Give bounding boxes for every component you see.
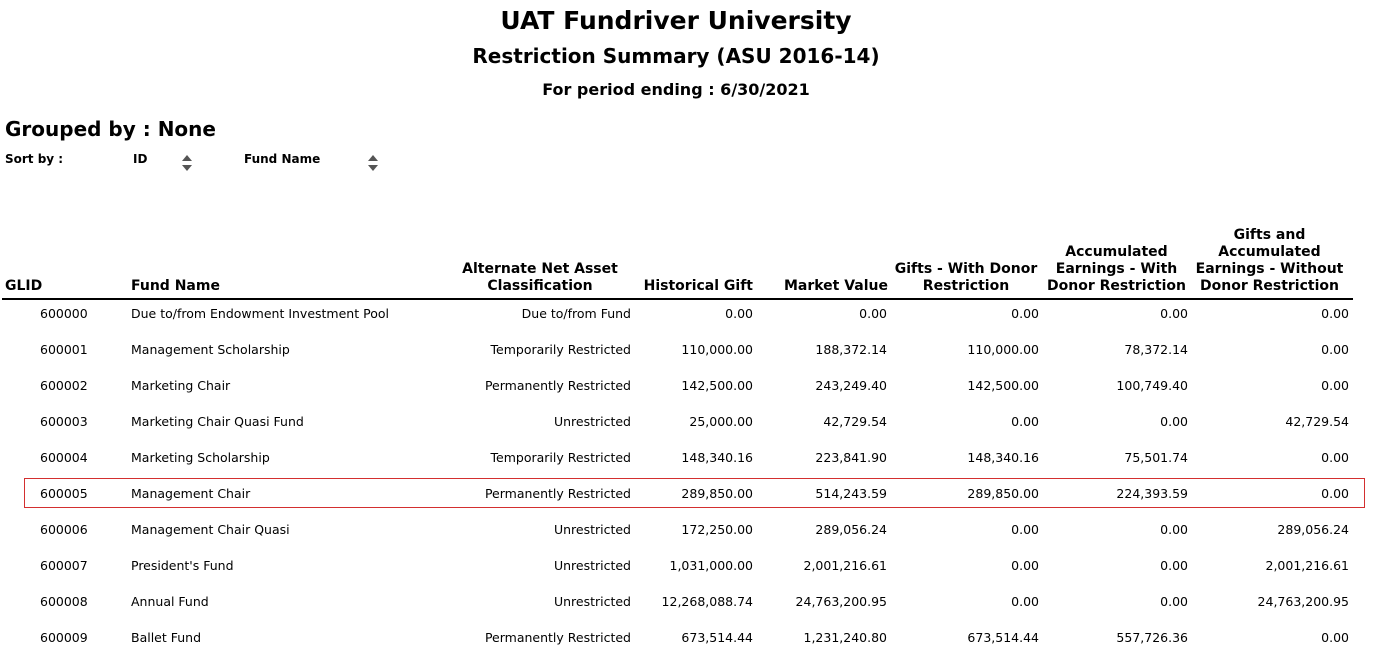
table-row[interactable] [0, 553, 1387, 589]
grouped-by-label: Grouped by : None [5, 117, 216, 141]
table-row[interactable] [0, 589, 1387, 625]
cell-accum-with: 0.00 [1160, 558, 1188, 573]
cell-market-value: 243,249.40 [815, 378, 887, 393]
cell-fund-name: Annual Fund [131, 594, 209, 609]
cell-accum-with: 0.00 [1160, 306, 1188, 321]
cell-glid: 600001 [40, 342, 88, 357]
column-header-line: Earnings - Without [1195, 261, 1344, 277]
cell-fund-name: Marketing Chair [131, 378, 231, 393]
report-period: For period ending : 6/30/2021 [542, 80, 810, 99]
column-header-fund-name [131, 278, 331, 295]
cell-glid: 600003 [40, 414, 88, 429]
cell-fund-name: Management Chair [131, 486, 251, 501]
cell-fund-name: Marketing Scholarship [131, 450, 270, 465]
cell-gifts-without: 0.00 [1321, 486, 1349, 501]
column-header-line: Restriction [922, 278, 1010, 294]
cell-market-value: 188,372.14 [815, 342, 887, 357]
cell-historical-gift: 0.00 [725, 306, 753, 321]
table-row[interactable] [0, 301, 1387, 337]
cell-gifts-without: 0.00 [1321, 450, 1349, 465]
column-header-line: Donor Restriction [1200, 278, 1339, 294]
cell-fund-name: Management Scholarship [131, 342, 290, 357]
header-divider [2, 298, 1353, 300]
cell-gifts-with: 142,500.00 [967, 378, 1039, 393]
cell-fund-name: President's Fund [131, 558, 234, 573]
cell-classification: Unrestricted [553, 558, 631, 573]
column-header-market-value [760, 278, 888, 295]
column-header-glid [5, 278, 85, 295]
sort-field-id[interactable]: ID [133, 152, 148, 166]
cell-accum-with: 224,393.59 [1116, 486, 1188, 501]
cell-glid: 600007 [40, 558, 88, 573]
column-header-accum-with [1045, 244, 1188, 295]
cell-gifts-without: 289,056.24 [1277, 522, 1349, 537]
cell-fund-name: Due to/from Endowment Investment Pool [131, 306, 389, 321]
cell-accum-with: 75,501.74 [1124, 450, 1188, 465]
report-title: UAT Fundriver University [500, 6, 852, 35]
cell-market-value: 42,729.54 [823, 414, 887, 429]
column-header-historical-gift [638, 278, 753, 295]
table-row[interactable] [0, 409, 1387, 445]
table-row[interactable] [0, 481, 1387, 517]
column-header-line: Market Value [783, 278, 888, 294]
cell-glid: 600004 [40, 450, 88, 465]
column-header-gifts-without [1191, 227, 1348, 295]
cell-gifts-without: 0.00 [1321, 378, 1349, 393]
cell-classification: Due to/from Fund [521, 306, 631, 321]
cell-market-value: 2,001,216.61 [803, 558, 887, 573]
cell-gifts-without: 42,729.54 [1285, 414, 1349, 429]
cell-classification: Permanently Restricted [484, 630, 631, 645]
cell-accum-with: 100,749.40 [1116, 378, 1188, 393]
cell-market-value: 24,763,200.95 [795, 594, 887, 609]
cell-accum-with: 0.00 [1160, 522, 1188, 537]
cell-market-value: 1,231,240.80 [803, 630, 887, 645]
column-header-gifts-with [890, 261, 1042, 295]
cell-fund-name: Ballet Fund [131, 630, 202, 645]
cell-glid: 600006 [40, 522, 88, 537]
cell-fund-name: Marketing Chair Quasi Fund [131, 414, 304, 429]
cell-historical-gift: 172,250.00 [681, 522, 753, 537]
cell-accum-with: 0.00 [1160, 594, 1188, 609]
cell-gifts-with: 0.00 [1011, 594, 1039, 609]
cell-glid: 600005 [40, 486, 88, 501]
column-header-line: Alternate Net Asset [462, 261, 618, 277]
cell-gifts-without: 0.00 [1321, 630, 1349, 645]
cell-market-value: 0.00 [859, 306, 887, 321]
cell-classification: Temporarily Restricted [490, 450, 631, 465]
cell-glid: 600000 [40, 306, 88, 321]
cell-market-value: 514,243.59 [815, 486, 887, 501]
cell-accum-with: 78,372.14 [1124, 342, 1188, 357]
column-header-line: Gifts - With Donor [894, 261, 1038, 277]
cell-accum-with: 0.00 [1160, 414, 1188, 429]
cell-historical-gift: 25,000.00 [689, 414, 753, 429]
cell-historical-gift: 142,500.00 [681, 378, 753, 393]
cell-classification: Unrestricted [553, 414, 631, 429]
cell-gifts-with: 289,850.00 [967, 486, 1039, 501]
sort-fund-name-arrows-icon[interactable] [366, 152, 380, 174]
cell-gifts-with: 0.00 [1011, 414, 1039, 429]
cell-gifts-without: 0.00 [1321, 342, 1349, 357]
cell-historical-gift: 12,268,088.74 [661, 594, 753, 609]
cell-glid: 600009 [40, 630, 88, 645]
cell-historical-gift: 673,514.44 [681, 630, 753, 645]
column-header-line: Earnings - With [1055, 261, 1178, 277]
table-row[interactable] [0, 517, 1387, 553]
cell-gifts-without: 24,763,200.95 [1257, 594, 1349, 609]
table-row[interactable] [0, 445, 1387, 481]
column-header-classification [445, 261, 635, 295]
cell-glid: 600008 [40, 594, 88, 609]
column-header-line: Gifts and [1233, 227, 1306, 243]
column-header-line: Historical Gift [643, 278, 753, 294]
column-header-line: Fund Name [131, 278, 220, 294]
cell-gifts-with: 0.00 [1011, 522, 1039, 537]
cell-gifts-with: 673,514.44 [967, 630, 1039, 645]
cell-classification: Permanently Restricted [484, 486, 631, 501]
cell-accum-with: 557,726.36 [1116, 630, 1188, 645]
cell-classification: Permanently Restricted [484, 378, 631, 393]
cell-historical-gift: 1,031,000.00 [669, 558, 753, 573]
cell-gifts-without: 0.00 [1321, 306, 1349, 321]
cell-fund-name: Management Chair Quasi [131, 522, 290, 537]
table-row[interactable] [0, 337, 1387, 373]
cell-classification: Unrestricted [553, 522, 631, 537]
column-header-line: Donor Restriction [1047, 278, 1186, 294]
cell-historical-gift: 110,000.00 [681, 342, 753, 357]
column-header-line: Accumulated [1065, 244, 1168, 260]
cell-gifts-without: 2,001,216.61 [1265, 558, 1349, 573]
sort-id-arrows-icon[interactable] [180, 152, 194, 174]
cell-market-value: 289,056.24 [815, 522, 887, 537]
cell-gifts-with: 0.00 [1011, 306, 1039, 321]
sort-field-fund-name[interactable]: Fund Name [244, 152, 321, 166]
cell-historical-gift: 148,340.16 [681, 450, 753, 465]
cell-glid: 600002 [40, 378, 88, 393]
table-row[interactable] [0, 373, 1387, 409]
report-subtitle: Restriction Summary (ASU 2016-14) [472, 44, 880, 68]
sort-by-label: Sort by : [5, 152, 64, 166]
cell-gifts-with: 148,340.16 [967, 450, 1039, 465]
column-header-line: Accumulated [1218, 244, 1321, 260]
cell-gifts-with: 0.00 [1011, 558, 1039, 573]
cell-market-value: 223,841.90 [815, 450, 887, 465]
table-row[interactable] [0, 625, 1387, 661]
cell-gifts-with: 110,000.00 [967, 342, 1039, 357]
cell-historical-gift: 289,850.00 [681, 486, 753, 501]
column-header-line: Classification [487, 278, 593, 294]
cell-classification: Unrestricted [553, 594, 631, 609]
cell-classification: Temporarily Restricted [490, 342, 631, 357]
column-header-line: GLID [5, 278, 43, 294]
